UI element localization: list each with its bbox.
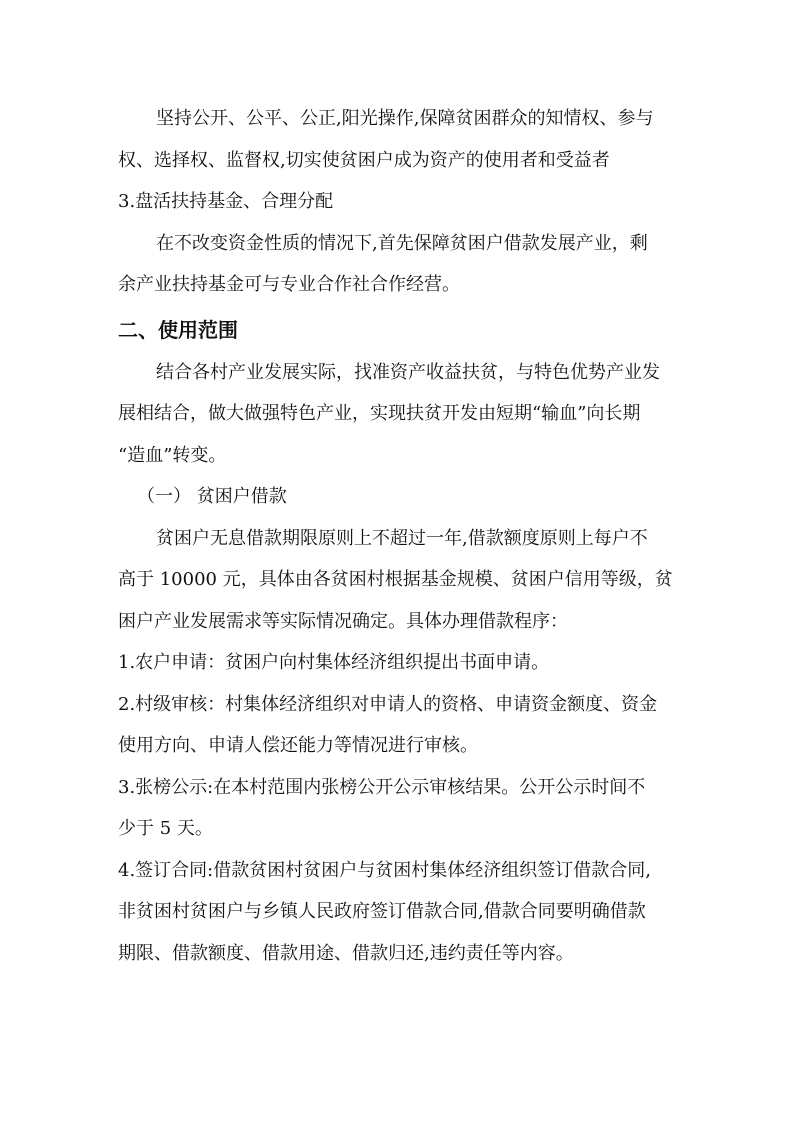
step-line: 4.签订合同:借款贫困村贫困户与贫困村集体经济组织签订借款合同, (118, 859, 651, 881)
document-body (118, 98, 678, 974)
section-heading: 二、使用范围 (118, 317, 238, 342)
step-line: 非贫困村贫困户与乡镇人民政府签订借款合同,借款合同要明确借款 (118, 901, 646, 922)
paragraph-line: 结合各村产业发展实际，找准资产收益扶贫，与特色优势产业发 (156, 361, 660, 383)
paragraph-line: 贫困户无息借款期限原则上不超过一年,借款额度原则上每户不 (156, 527, 648, 549)
paragraph-line: 余产业扶持基金可与专业合作社合作经营。 (118, 274, 460, 295)
paragraph-line: 高于 10000 元，具体由各贫困村根据基金规模、贫困户信用等级，贫 (118, 569, 673, 590)
paragraph-line: 权、选择权、监督权,切实使贫困户成为资产的使用者和受益者 (118, 149, 610, 171)
paragraph-line: 展相结合，做大做强特色产业，实现扶贫开发由短期“输血”向长期 (118, 403, 641, 424)
item-title: 3.盘活扶持基金、合理分配 (118, 191, 334, 212)
step-line: 少于 5 天。 (118, 818, 213, 839)
paragraph-line: “造血”转变。 (118, 444, 227, 466)
step-line: 使用方向、申请人偿还能力等情况进行审核。 (118, 735, 478, 756)
step-line: 3.张榜公示:在本村范围内张榜公开公示审核结果。公开公示时间不 (118, 776, 646, 798)
paragraph-line: 困户产业发展需求等实际情况确定。具体办理借款程序： (118, 610, 568, 632)
subsection-heading: （一） 贫困户借款 (137, 486, 287, 507)
paragraph-line: 坚持公开、公平、公正,阳光操作,保障贫困群众的知情权、参与 (156, 108, 654, 129)
step-line: 期限、借款额度、借款用途、借款归还,违约责任等内容。 (118, 942, 574, 964)
step-line: 2.村级审核：村集体经济组织对申请人的资格、申请资金额度、资金 (118, 693, 658, 715)
paragraph-line: 在不改变资金性质的情况下,首先保障贫困户借款发展产业，剩 (156, 232, 648, 254)
step-line: 1.农户申请：贫困户向村集体经济组织提出书面申请。 (118, 652, 550, 673)
